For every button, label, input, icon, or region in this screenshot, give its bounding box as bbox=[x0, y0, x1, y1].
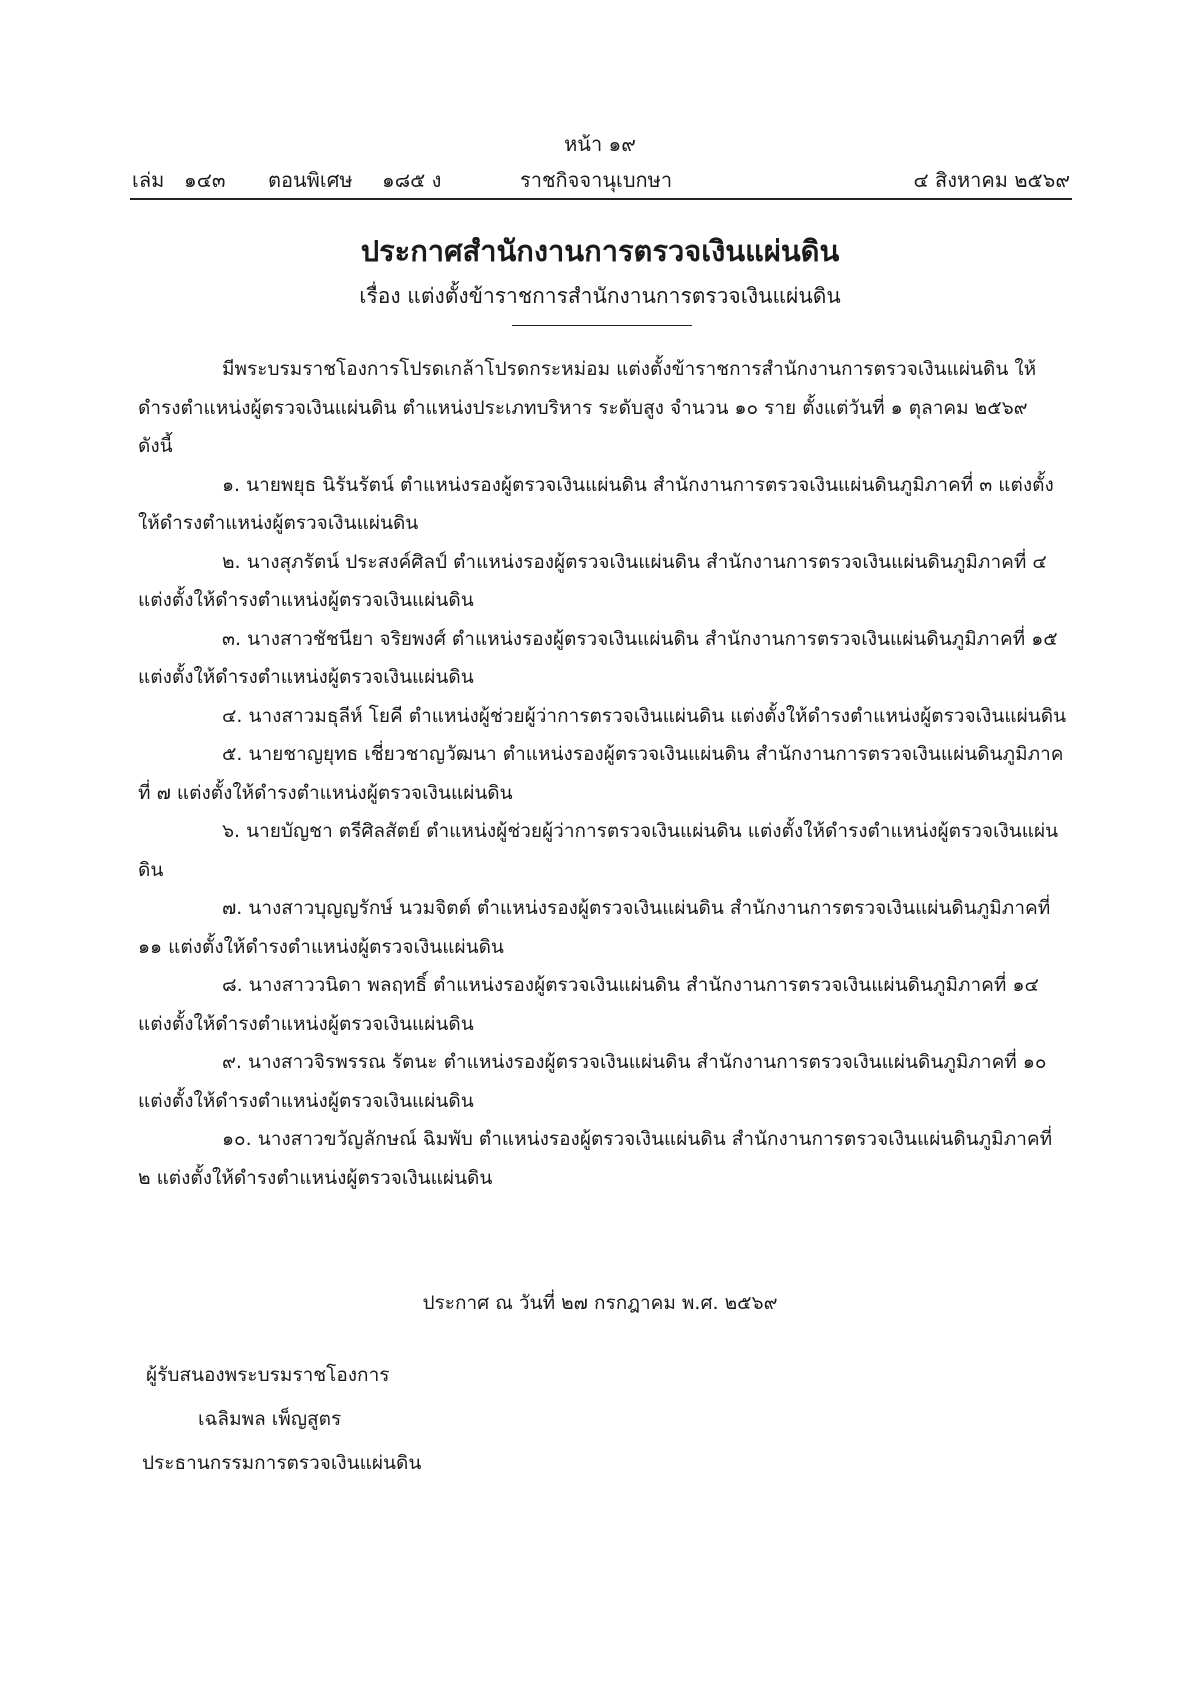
signatory-position: ประธานกรรมการตรวจเงินแผ่นดิน bbox=[142, 1452, 422, 1474]
appointment-item-3: ๓. นางสาวชัชนียา จริยพงศ์ ตำแหน่งรองผู้ตรวจเงินแผ่นดิน สำนักงานการตรวจเงินแผ่นดินภูมิภาคที่ ๑๕ แต่งตั้งให้ดำรงตำแหน่งผู้ตรวจเงินแผ่นดิน bbox=[138, 627, 1058, 688]
intro-paragraph: มีพระบรมราชโองการโปรดเกล้าโปรดกระหม่อม แต่งตั้งข้าราชการสำนักงานการตรวจเงินแผ่นดิน ให้ดำรงตำแหน่งผู้ตรวจเงินแผ่นดิน ตำแหน่งประเภทบริหาร ระดับสูง จำนวน ๑๐ ราย ตั้งแต่วันที่ ๑ ตุลาคม ๒๕๖๙ ดังนี้ bbox=[138, 358, 1037, 457]
appointment-item-5: ๕. นายชาญยุทธ เชี่ยวชาญวัฒนา ตำแหน่งรองผู้ตรวจเงินแผ่นดิน สำนักงานการตรวจเงินแผ่นดินภูมิภาคที่ ๗ แต่งตั้งให้ดำรงตำแหน่งผู้ตรวจเงินแผ่นดิน bbox=[138, 743, 1064, 804]
header-divider bbox=[130, 198, 1072, 200]
appointment-item-10: ๑๐. นางสาวขวัญลักษณ์ ฉิมพับ ตำแหน่งรองผู้ตรวจเงินแผ่นดิน สำนักงานการตรวจเงินแผ่นดินภูมิภาคที่ ๒ แต่งตั้งให้ดำรงตำแหน่งผู้ตรวจเงินแผ่นดิน bbox=[138, 1128, 1053, 1189]
publication-name: ราชกิจจานุเบกษา bbox=[520, 168, 673, 192]
appointment-item-1: ๑. นายพยุธ นิรันรัตน์ ตำแหน่งรองผู้ตรวจเงินแผ่นดิน สำนักงานการตรวจเงินแผ่นดินภูมิภาคที่ ๓ แต่งตั้งให้ดำรงตำแหน่งผู้ตรวจเงินแผ่นดิน bbox=[138, 473, 1054, 534]
appointment-item-9: ๙. นางสาวจิรพรรณ รัตนะ ตำแหน่งรองผู้ตรวจเงินแผ่นดิน สำนักงานการตรวจเงินแผ่นดินภูมิภาคที่ ๑๐ แต่งตั้งให้ดำรงตำแหน่งผู้ตรวจเงินแผ่นดิน bbox=[138, 1051, 1047, 1112]
countersign-label: ผู้รับสนองพระบรมราชโองการ bbox=[146, 1364, 390, 1386]
page-number: หน้า ๑๙ bbox=[564, 132, 636, 156]
subject-divider bbox=[512, 325, 692, 326]
gazette-header bbox=[132, 164, 1070, 194]
signatory-name: เฉลิมพล เพ็ญสูตร bbox=[198, 1408, 342, 1430]
document-body bbox=[138, 350, 1068, 1197]
section-number: ๑๘๕ ง bbox=[382, 168, 442, 192]
appointment-item-4: ๔. นางสาวมธุลีห์ โยคี ตำแหน่งผู้ช่วยผู้ว่าการตรวจเงินแผ่นดิน แต่งตั้งให้ดำรงตำแหน่งผู้ตรวจเงินแผ่นดิน bbox=[222, 704, 1067, 727]
volume-label: เล่ม bbox=[132, 168, 165, 192]
appointment-item-8: ๘. นางสาววนิดา พลฤทธิ์ ตำแหน่งรองผู้ตรวจเงินแผ่นดิน สำนักงานการตรวจเงินแผ่นดินภูมิภาคที่ ๑๔ แต่งตั้งให้ดำรงตำแหน่งผู้ตรวจเงินแผ่นดิน bbox=[138, 974, 1039, 1035]
appointment-item-2: ๒. นางสุภรัตน์ ประสงค์ศิลป์ ตำแหน่งรองผู้ตรวจเงินแผ่นดิน สำนักงานการตรวจเงินแผ่นดินภูมิภาคที่ ๔ แต่งตั้งให้ดำรงตำแหน่งผู้ตรวจเงินแผ่นดิน bbox=[138, 550, 1047, 611]
section-label: ตอนพิเศษ bbox=[268, 168, 353, 192]
document-title: ประกาศสำนักงานการตรวจเงินแผ่นดิน bbox=[360, 234, 840, 268]
document-subject: เรื่อง แต่งตั้งข้าราชการสำนักงานการตรวจเงินแผ่นดิน bbox=[359, 284, 841, 308]
announcement-date: ประกาศ ณ วันที่ ๒๗ กรกฎาคม พ.ศ. ๒๕๖๙ bbox=[422, 1292, 778, 1314]
publication-date: ๔ สิงหาคม ๒๕๖๙ bbox=[913, 168, 1070, 192]
appointment-item-6: ๖. นายบัญชา ตรีศิลสัตย์ ตำแหน่งผู้ช่วยผู้ว่าการตรวจเงินแผ่นดิน แต่งตั้งให้ดำรงตำแหน่งผู้ตรวจเงินแผ่นดิน bbox=[138, 820, 1059, 881]
appointment-item-7: ๗. นางสาวบุญญรักษ์ นวมจิตต์ ตำแหน่งรองผู้ตรวจเงินแผ่นดิน สำนักงานการตรวจเงินแผ่นดินภูมิภาคที่ ๑๑ แต่งตั้งให้ดำรงตำแหน่งผู้ตรวจเงินแผ่นดิน bbox=[138, 897, 1051, 958]
volume-number: ๑๔๓ bbox=[184, 168, 226, 192]
